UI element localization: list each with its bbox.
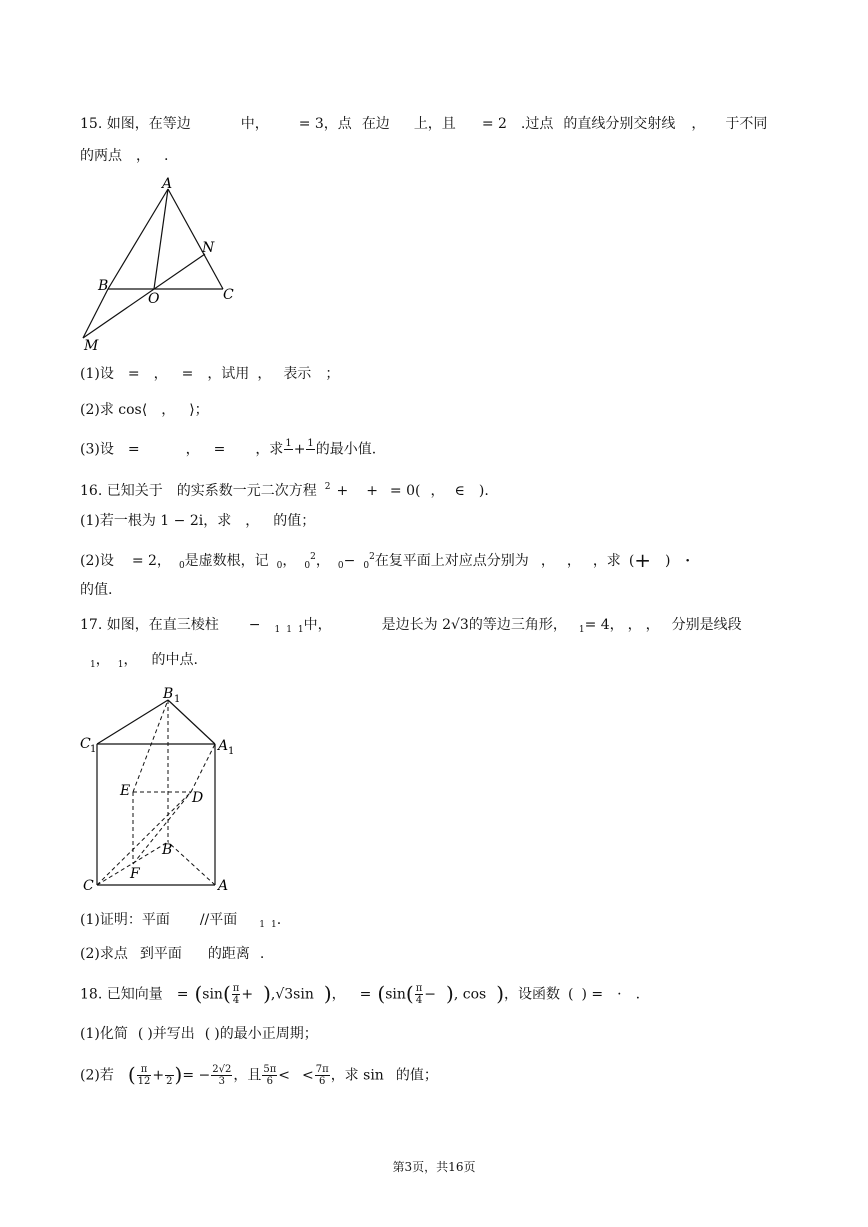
q15-text: + bbox=[293, 441, 306, 458]
q18-text: , cos bbox=[453, 986, 487, 1003]
q17-line2 bbox=[80, 650, 198, 675]
q18-text: √3 bbox=[275, 986, 294, 1003]
label-C: C bbox=[83, 878, 94, 894]
q17-text: 1 bbox=[578, 625, 585, 635]
q15-text: 的最小值. bbox=[315, 441, 377, 458]
denominator: 12 bbox=[137, 1076, 151, 1087]
label-A: A bbox=[218, 878, 229, 894]
q18-text: ) bbox=[174, 1062, 183, 1087]
q16-text: ， bbox=[245, 513, 260, 529]
q16-text: 0 bbox=[276, 561, 283, 571]
q15-text: ， bbox=[257, 366, 272, 382]
q16-text: · bbox=[684, 548, 691, 572]
denominator: 4 bbox=[415, 995, 423, 1006]
q17-text: − bbox=[248, 617, 261, 633]
q18-text: 18. 已知向量 bbox=[80, 986, 163, 1003]
q17-text: 分别是线段 bbox=[671, 617, 742, 633]
page-footer: 第3页，共16页 bbox=[392, 1160, 476, 1174]
q18-text: + bbox=[241, 986, 254, 1003]
q18-text: , bbox=[270, 986, 276, 1003]
numerator: π bbox=[415, 983, 423, 994]
q18-text: = bbox=[176, 986, 189, 1003]
q15-part2 bbox=[80, 400, 209, 420]
q15-text: = 2 bbox=[481, 116, 507, 132]
label-C1-sub: 1 bbox=[90, 744, 97, 755]
q15-line1 bbox=[80, 114, 767, 134]
label-O: O bbox=[148, 291, 160, 307]
q15-text: 中， bbox=[240, 116, 269, 132]
q16-text: 在复平面上对应点分别为 bbox=[374, 553, 529, 569]
fraction bbox=[315, 1064, 330, 1087]
q16-text: + bbox=[634, 548, 652, 572]
denominator: 2 bbox=[166, 1076, 173, 1087]
q17-text: . bbox=[259, 946, 265, 962]
q18-text: ) bbox=[496, 981, 505, 1006]
numerator: 5π bbox=[263, 1064, 277, 1075]
q15-text: ， bbox=[691, 116, 706, 132]
q15-text: ⟩； bbox=[189, 402, 209, 418]
q15-text: 的直线分别交射线 bbox=[563, 116, 676, 132]
q17-text: 1 bbox=[259, 920, 266, 930]
label-A1: A bbox=[218, 738, 229, 754]
q18-text: ( bbox=[204, 1026, 211, 1042]
numerator: 2√2 bbox=[212, 1064, 232, 1075]
denominator: 6 bbox=[266, 1076, 273, 1087]
q16-text: 的值. bbox=[80, 582, 113, 598]
q18-text: · bbox=[617, 986, 622, 1003]
q18-text: ) = bbox=[581, 986, 604, 1003]
q17-text: 1 bbox=[271, 920, 277, 930]
q15-text: (3)设 bbox=[80, 441, 114, 458]
q18-text: )的最小正周期； bbox=[214, 1026, 318, 1042]
q18-text: = bbox=[359, 986, 372, 1003]
q16-text: ， bbox=[282, 553, 297, 569]
denominator: 6 bbox=[319, 1076, 326, 1087]
q15-text: (1)设 bbox=[80, 366, 114, 382]
q15-text: .过点 bbox=[520, 116, 554, 132]
q15-text: 上，且 bbox=[413, 116, 456, 132]
denominator: 3 bbox=[218, 1076, 225, 1087]
q16-text: ( bbox=[628, 553, 635, 569]
q16-text: + bbox=[366, 483, 378, 499]
q18-text: ) bbox=[263, 981, 271, 1006]
numerator: 7π bbox=[315, 1064, 329, 1075]
q15-text: = bbox=[127, 441, 140, 458]
q18-text: (1)化简 bbox=[80, 1026, 128, 1042]
q18-part1 bbox=[80, 1024, 318, 1044]
q16-text: 2 bbox=[324, 482, 331, 492]
q18-text: sin bbox=[385, 986, 406, 1003]
q15-text: = bbox=[127, 366, 140, 382]
q15-text: ， bbox=[185, 441, 200, 458]
q17-text: 是边长为 2 bbox=[381, 617, 452, 633]
q15-text: 在边 bbox=[361, 116, 390, 132]
label-D: D bbox=[192, 790, 204, 806]
q16-text: ，求 bbox=[592, 553, 621, 569]
label-E: E bbox=[120, 783, 131, 799]
q18-text: ，设函数 bbox=[504, 986, 561, 1003]
q16-text: (1)若一根为 1 − 2i，求 bbox=[80, 513, 232, 529]
q16-text: (2)设 bbox=[80, 553, 114, 569]
q18-line1 bbox=[80, 983, 640, 1006]
q16-text: = 2， bbox=[131, 553, 171, 569]
q17-prism-figure bbox=[78, 682, 248, 894]
q16-text: 16. 已知关于 bbox=[80, 483, 163, 499]
q16-text: ， bbox=[566, 553, 581, 569]
q16-text: 2 bbox=[369, 552, 375, 562]
q15-text: 表示 bbox=[283, 366, 312, 382]
q16-text: − bbox=[343, 553, 356, 569]
q15-text: ， bbox=[161, 402, 176, 418]
q16-text: 2 bbox=[310, 552, 316, 562]
q16-text: ， bbox=[430, 483, 445, 499]
q16-text: ， bbox=[540, 553, 555, 569]
q18-text: ( bbox=[377, 981, 386, 1006]
q16-text: 的实系数一元二次方程 bbox=[176, 483, 317, 499]
q17-text: ， bbox=[645, 617, 660, 633]
q16-text: 的值； bbox=[273, 513, 316, 529]
q15-text: = 3，点 bbox=[298, 116, 352, 132]
q18-part2 bbox=[80, 1064, 438, 1087]
q18-text: sin bbox=[202, 986, 223, 1003]
q18-text: ) bbox=[446, 981, 454, 1006]
q15-triangle-figure bbox=[78, 172, 248, 352]
q16-text: 0 bbox=[337, 561, 344, 571]
q17-text: 1 bbox=[117, 660, 124, 670]
q16-part2b bbox=[80, 580, 112, 600]
fraction bbox=[306, 438, 314, 461]
fraction bbox=[415, 983, 424, 1006]
q18-text: ( bbox=[194, 981, 203, 1006]
numerator: π bbox=[137, 1064, 152, 1076]
q17-text: 1 bbox=[274, 625, 281, 635]
q18-text: ( bbox=[405, 981, 414, 1006]
q17-text: ， bbox=[627, 617, 642, 633]
q17-text: 1 bbox=[90, 660, 96, 670]
q16-text: 0 bbox=[304, 561, 311, 571]
q16-text: ∈ bbox=[454, 483, 465, 499]
q17-text: √3 bbox=[451, 617, 469, 633]
q15-line2 bbox=[80, 146, 168, 166]
q17-text: ， bbox=[123, 652, 138, 668]
q18-text: sin bbox=[293, 986, 314, 1003]
q16-text: 是虚数根，记 bbox=[184, 553, 269, 569]
q17-text: 17. 如图，在直三棱柱 bbox=[80, 617, 219, 633]
q18-text: ，求 sin bbox=[330, 1067, 384, 1084]
q18-text: < bbox=[302, 1067, 314, 1084]
q15-text: (2)求 cos⟨ bbox=[80, 402, 148, 418]
q17-text: 的距离 bbox=[207, 946, 250, 962]
q18-text: ( bbox=[137, 1026, 144, 1042]
q17-text: 的等边三角形， bbox=[468, 617, 567, 633]
q17-text: 的中点. bbox=[151, 652, 198, 668]
q18-text: ( bbox=[127, 1062, 136, 1087]
label-M: M bbox=[84, 338, 99, 352]
q18-text: 的值； bbox=[395, 1067, 438, 1084]
label-A: A bbox=[162, 176, 173, 192]
q18-text: ， bbox=[331, 986, 346, 1003]
q15-text: . bbox=[164, 148, 169, 164]
q16-text: = 0( bbox=[389, 483, 421, 499]
q16-part2 bbox=[80, 547, 691, 576]
q15-text: 15. 如图，在等边 bbox=[80, 116, 191, 132]
q17-text: //平面 bbox=[199, 912, 238, 928]
q17-text: . bbox=[276, 912, 282, 928]
q17-line1 bbox=[80, 615, 742, 640]
label-C: C bbox=[223, 287, 234, 303]
numerator: 1 bbox=[285, 438, 292, 449]
q15-text: 于不同 bbox=[725, 116, 768, 132]
fraction bbox=[165, 1064, 173, 1087]
fraction bbox=[211, 1064, 232, 1087]
q15-text: ， bbox=[136, 148, 150, 164]
q17-text: 中， bbox=[303, 617, 332, 633]
label-B: B bbox=[162, 842, 173, 858]
q17-part2 bbox=[80, 944, 264, 964]
q18-text: ( bbox=[568, 986, 574, 1003]
q18-text: < bbox=[278, 1067, 291, 1084]
fraction bbox=[232, 983, 241, 1006]
label-B1-sub: 1 bbox=[174, 694, 181, 705]
q16-text: 0 bbox=[178, 561, 185, 571]
q15-text: = bbox=[213, 441, 226, 458]
numerator: 1 bbox=[307, 438, 314, 449]
q18-text: + bbox=[152, 1067, 165, 1084]
q16-part1 bbox=[80, 511, 315, 531]
q15-part3 bbox=[80, 438, 376, 461]
q17-text: 1 bbox=[286, 625, 292, 635]
q17-text: 1 bbox=[297, 625, 304, 635]
q15-text: ， bbox=[153, 366, 168, 382]
q16-text: ) bbox=[665, 553, 671, 569]
q15-text: ，试用 bbox=[207, 366, 250, 382]
q16-line1 bbox=[80, 477, 489, 501]
q18-text: )并写出 bbox=[147, 1026, 195, 1042]
q17-part1 bbox=[80, 910, 281, 935]
q15-text: ； bbox=[325, 366, 340, 382]
q17-text: 到平面 bbox=[139, 946, 182, 962]
q15-text: = bbox=[181, 366, 194, 382]
q18-text: . bbox=[635, 986, 641, 1003]
q18-text: = − bbox=[182, 1067, 211, 1084]
fraction bbox=[137, 1064, 152, 1087]
q18-text: − bbox=[424, 986, 437, 1003]
q18-text: ( bbox=[222, 981, 231, 1006]
q16-text: + bbox=[336, 483, 349, 499]
label-C1: C bbox=[80, 736, 91, 752]
q17-text: = 4， bbox=[584, 617, 624, 633]
q17-text: (2)求点 bbox=[80, 946, 128, 962]
q15-text: ，求 bbox=[255, 441, 284, 458]
label-F: F bbox=[130, 866, 140, 882]
q16-text: ， bbox=[315, 553, 330, 569]
fraction bbox=[262, 1064, 277, 1087]
q15-part1 bbox=[80, 364, 339, 384]
q18-text: ) bbox=[323, 981, 332, 1006]
q18-text: (2)若 bbox=[80, 1067, 114, 1084]
q17-text: (1)证明：平面 bbox=[80, 912, 170, 928]
label-A1-sub: 1 bbox=[228, 746, 235, 757]
q18-text: ，且 bbox=[233, 1067, 262, 1084]
q17-text: ， bbox=[95, 652, 110, 668]
fraction bbox=[284, 438, 292, 461]
q16-text: ). bbox=[478, 483, 489, 499]
label-N: N bbox=[202, 240, 215, 256]
numerator: π bbox=[232, 983, 240, 994]
label-B1: B bbox=[163, 686, 174, 702]
label-B: B bbox=[98, 278, 109, 294]
q16-text: 0 bbox=[363, 561, 370, 571]
denominator: 4 bbox=[232, 995, 240, 1006]
q15-text: 的两点 bbox=[80, 148, 122, 164]
